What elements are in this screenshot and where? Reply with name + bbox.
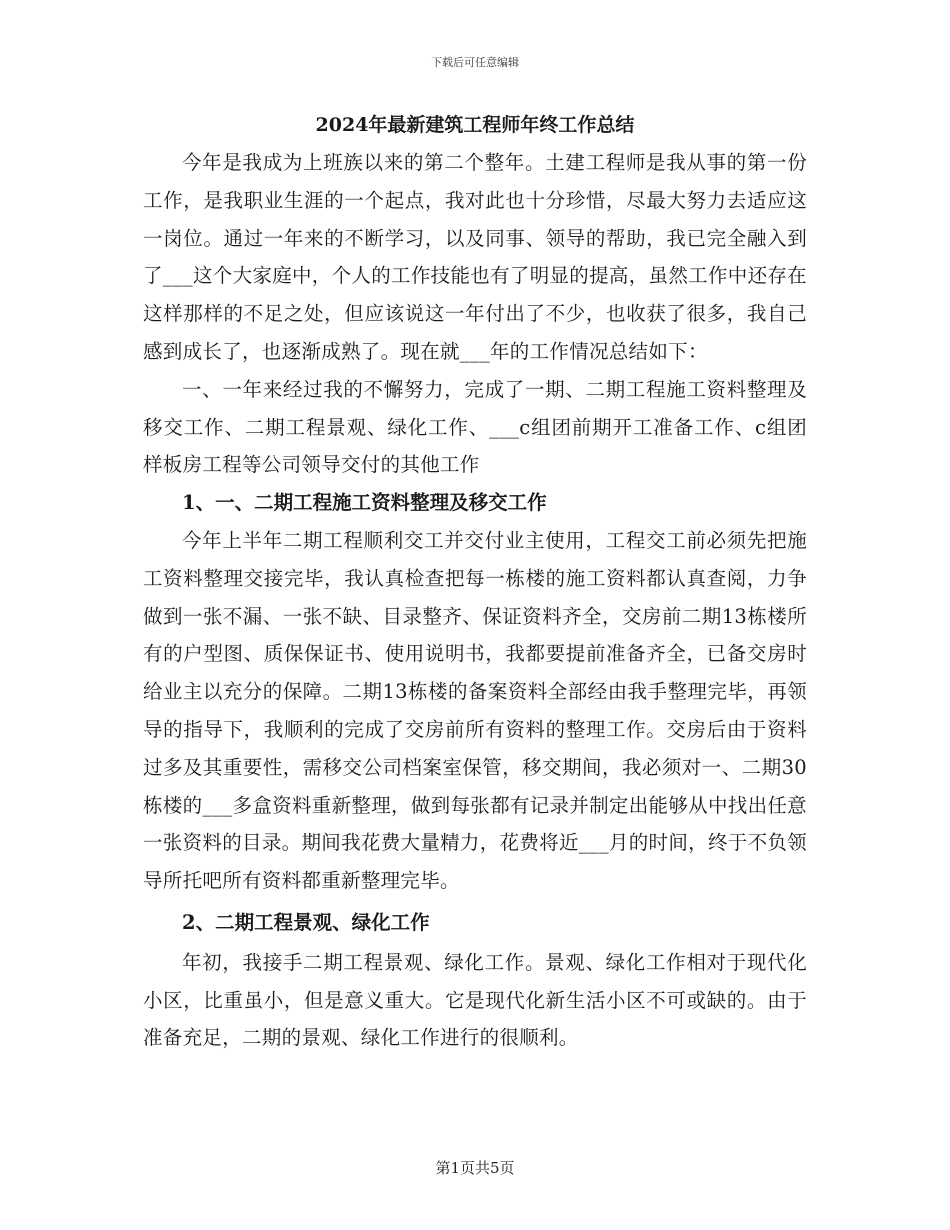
page-number: 第1页共5页: [435, 1159, 515, 1177]
section-2-heading: 2、二期工程景观、绿化工作: [182, 910, 430, 934]
section-2-body: 年初，我接手二期工程景观、绿化工作。景观、绿化工作相对于现代化小区，比重虽小，但是意义重大。它是现代化新生活小区不可或缺的。由于准备充足，二期的景观、绿化工作进行的很顺利。: [143, 950, 807, 1050]
document-title: 2024年最新建筑工程师年终工作总结: [315, 114, 635, 136]
intro-paragraph: 今年是我成为上班族以来的第二个整年。土建工程师是我从事的第一份工作，是我职业生涯的一个起点，我对此也十分珍惜，尽最大努力去适应这一岗位。通过一年来的不断学习，以及同事、领导的帮助，我已完全融入到了___这个大家庭中，个人的工作技能也有了明显的提高，虽然工作中还存在这样那样的不足之处，但应该说这一年付出了不少，也收获了很多，我自己感到成长了，也逐渐成熟了。现在就___年的工作情况总结如下：: [143, 151, 807, 363]
page-header-note: 下载后可任意编辑: [431, 56, 519, 69]
section-1-heading: 1、一、二期工程施工资料整理及移交工作: [182, 491, 547, 515]
document-body: [143, 110, 807, 1057]
section-1-body: 今年上半年二期工程顺利交工并交付业主使用，工程交工前必须先把施工资料整理交接完毕，我认真检查把每一栋楼的施工资料都认真查阅，力争做到一张不漏、一张不缺、目录整齐、保证资料齐全，交房前二期13栋楼所有的户型图、质保保证书、使用说明书，我都要提前准备齐全，已备交房时给业主以充分的保障。二期13栋楼的备案资料全部经由我手整理完毕，再领导的指导下，我顺利的完成了交房前所有资料的整理工作。交房后由于资料过多及其重要性，需移交公司档案室保管，移交期间，我必须对一、二期30栋楼的___多盒资料重新整理，做到每张都有记录并制定出能够从中找出任意一张资料的目录。期间我花费大量精力，花费将近___月的时间，终于不负领导所托吧所有资料都重新整理完毕。: [143, 528, 807, 893]
summary-paragraph: 一、一年来经过我的不懈努力，完成了一期、二期工程施工资料整理及移交工作、二期工程景观、绿化工作、___c组团前期开工准备工作、c组团样板房工程等公司领导交付的其他工作: [143, 377, 807, 477]
